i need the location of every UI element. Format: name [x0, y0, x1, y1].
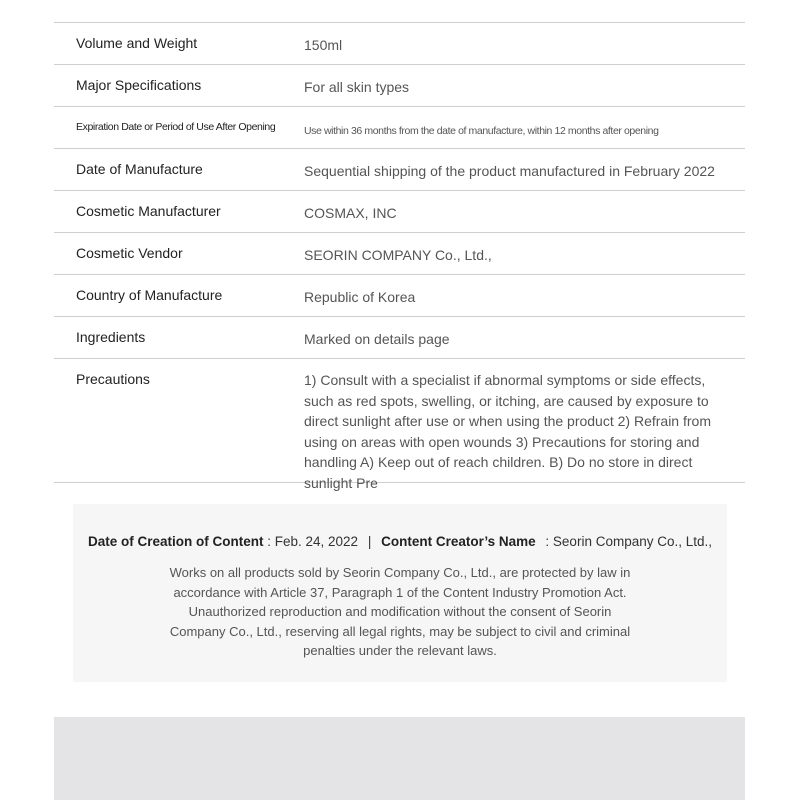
spec-row-manufacturer: [54, 191, 745, 233]
spec-row-manufacture-date: [54, 149, 745, 191]
spec-value: 150ml: [304, 37, 343, 53]
spec-value: Marked on details page: [304, 331, 450, 347]
spec-label: Expiration Date or Period of Use After Opening: [76, 121, 276, 133]
content-credit-box: [73, 504, 727, 682]
spec-row-specifications: [54, 65, 745, 107]
spec-value: SEORIN COMPANY Co., Ltd.,: [304, 247, 492, 263]
creation-date-value: : Feb. 24, 2022: [267, 534, 359, 549]
spec-label: Ingredients: [76, 329, 146, 345]
spec-label: Precautions: [76, 371, 150, 387]
spec-label: Date of Manufacture: [76, 161, 203, 177]
spec-value: COSMAX, INC: [304, 205, 397, 221]
copyright-notice: Works on all products sold by Seorin Company Co., Ltd., are protected by law in accordance with Article 37, Paragraph 1 of the Content Industry Promotion Act. Unauthorized reproduction and modification without the consent of Seorin Company Co., Ltd., reserving all legal rights, may be subject to civil and criminal penalties under the relevant laws.: [169, 565, 631, 658]
spec-row-volume: [54, 23, 745, 65]
spec-value: 1) Consult with a specialist if abnormal symptoms or side effects, such as red spots, swelling, or itching, are caused by exposure to direct sunlight after use or when using the product 2) Refrain from using on areas with open wounds 3) Precautions for storing and handling A) Keep out of reach children. B) Do no store in direct sunlight Pre: [304, 372, 711, 491]
creation-date-label: Date of Creation of Content: [87, 534, 264, 549]
spec-row-country: [54, 275, 745, 317]
spec-label: Cosmetic Manufacturer: [76, 203, 221, 219]
content-credit-meta: [73, 534, 727, 549]
spec-value: Sequential shipping of the product manufactured in February 2022: [304, 163, 715, 179]
spec-row-precautions: [54, 359, 745, 491]
spec-value: Republic of Korea: [304, 289, 416, 305]
creator-name-label: Content Creator’s Name: [381, 534, 536, 549]
creator-name-value: : Seorin Company Co., Ltd.,: [545, 534, 713, 549]
product-spec-table: [54, 22, 745, 491]
spec-row-expiration: [54, 107, 745, 149]
spec-row-ingredients: [54, 317, 745, 359]
spec-value: For all skin types: [304, 79, 410, 95]
footer-image-placeholder: [54, 717, 745, 800]
spec-label: Volume and Weight: [76, 35, 198, 51]
spec-label: Country of Manufacture: [76, 287, 223, 303]
spec-label: Cosmetic Vendor: [76, 245, 183, 261]
spec-row-vendor: [54, 233, 745, 275]
spec-label: Major Specifications: [76, 77, 202, 93]
meta-separator: |: [367, 534, 372, 549]
spec-value: Use within 36 months from the date of manufacture, within 12 months after opening: [304, 125, 659, 137]
